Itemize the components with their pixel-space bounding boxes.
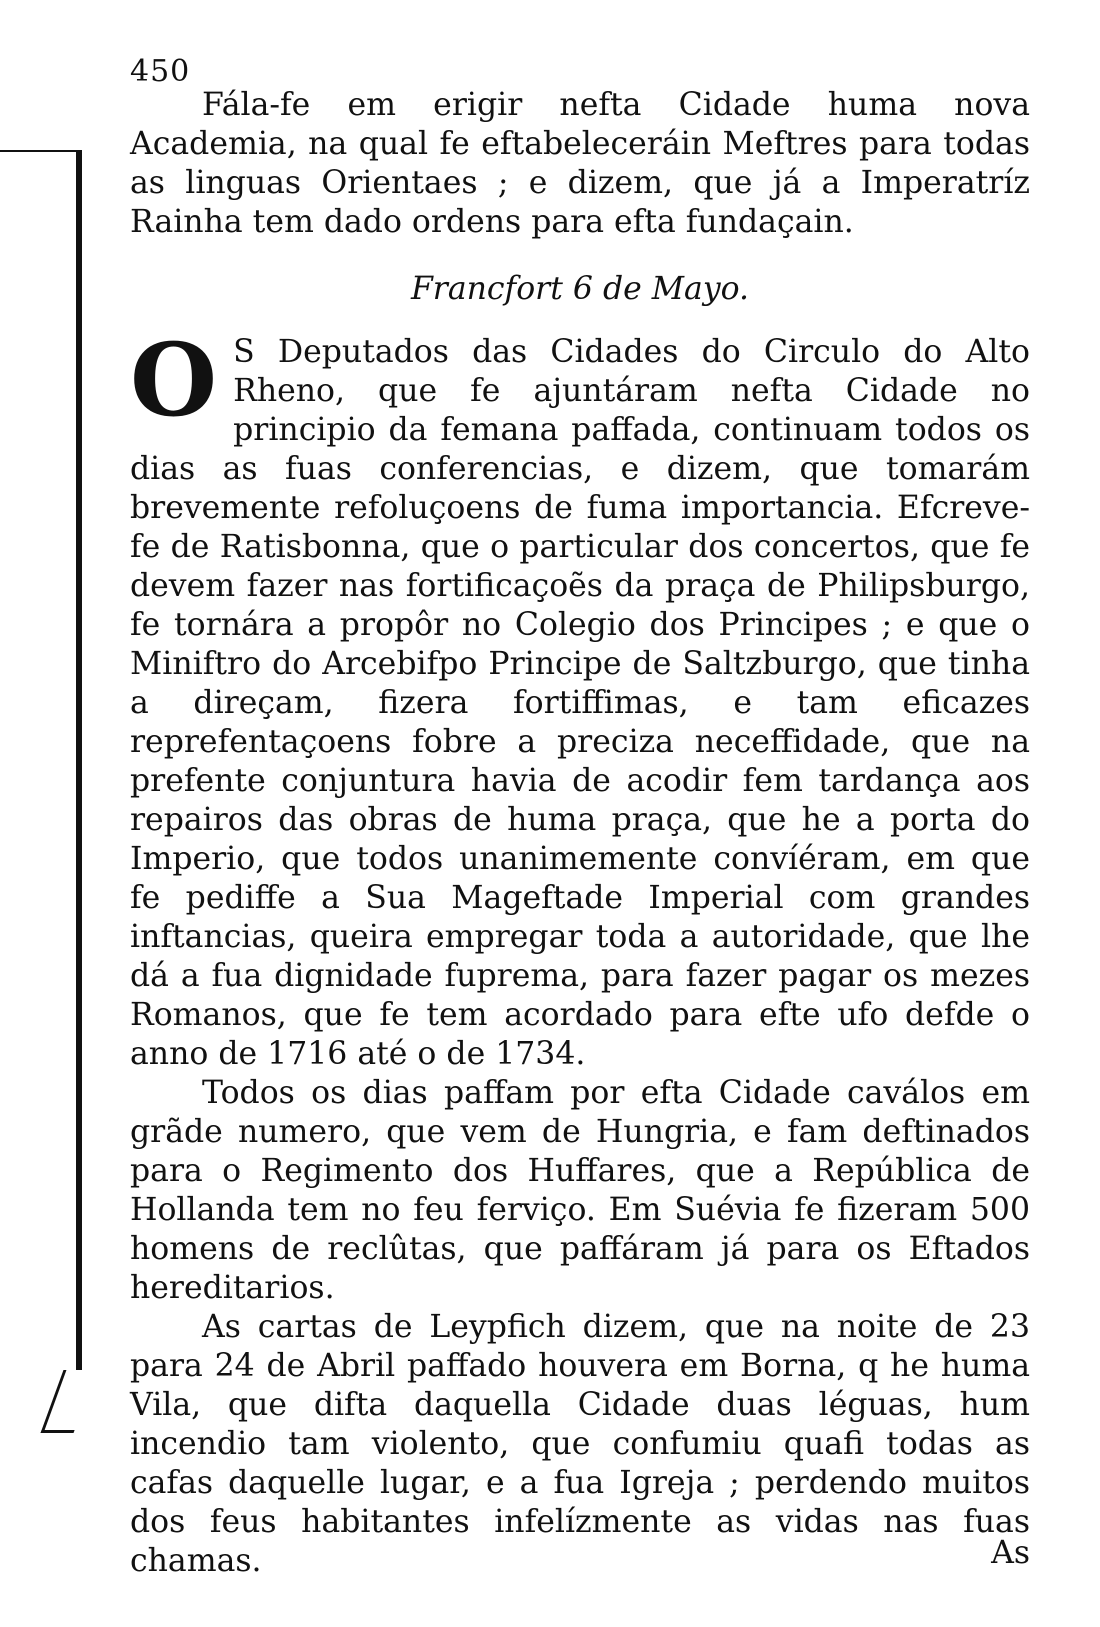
paragraph-deputados-text: S Deputados das Cidades do Circulo do Alto Rheno, que fe ajuntáram nefta Cidade no principio da femana paffada, continuam todos os dias as fuas conferencias, e dizem, que tomarám brevemente refoluçoens de fuma importancia. Efcreve-fe de Ratisbonna, que o particular dos concertos, que fe devem fazer nas fortificaçoẽs da praça de Philipsburgo, fe tornára a propôr no Colegio dos Principes ; e que o Miniftro do Arcebifpo Principe de Saltzburgo, que tinha a direçam, fizera fortiffimas, e tam eficazes reprefentaçoens fobre a preciza neceffidade, que na prefente conjuntura havia de acodir fem tardança aos repairos das obras de huma praça, que he a porta do Imperio, que todos unanimemente convíéram, em que fe pediffe a Sua Mageftade Imperial com grandes inftancias, queira empregar toda a autoridade, que lhe dá a fua dignidade fuprema, para fazer pagar os mezes Romanos, que fe tem acordado para efte ufo defde o anno de 1716 até o de 1734. [130,334,1030,1072]
body-text [130,86,1030,1581]
paragraph-cavalos: Todos os dias paffam por efta Cidade caválos em grãde numero, que vem de Hungria, e fam deftinados para o Regimento dos Huffares, que a República de Hollanda tem no feu ferviço. Em Suévia fe fizeram 500 homens de reclûtas, que paffáram já para os Eftados hereditarios. [130,1075,1030,1306]
page-number: 450 [130,54,191,89]
paragraph-leypfich: As cartas de Leypfich dizem, que na noite de 23 para 24 de Abril paffado houvera em Borna, q he huma Vila, que difta daquella Cidade duas léguas, hum incendio tam violento, que confumiu quafi todas as cafas daquelle lugar, e a fua Igreja ; perdendo muitos dos feus habitantes infelízmente as vidas nas fuas chamas. [130,1309,1030,1579]
drop-cap: O [130,321,218,439]
paragraph-deputados [130,321,1030,1074]
margin-rule [0,150,82,152]
catchword: As [991,1535,1030,1571]
paragraph-academia: Fála-fe em erigir nefta Cidade huma nova Academia, na qual fe eftabeleceráin Meftres para todas as linguas Orientaes ; e dizem, que já a Imperatríz Rainha tem dado ordens para efta fundaçain. [130,87,1030,240]
dateline: Francfort 6 de Mayo. [410,271,750,307]
margin-bracket-tail [41,1370,97,1433]
margin-bracket [76,150,82,1370]
